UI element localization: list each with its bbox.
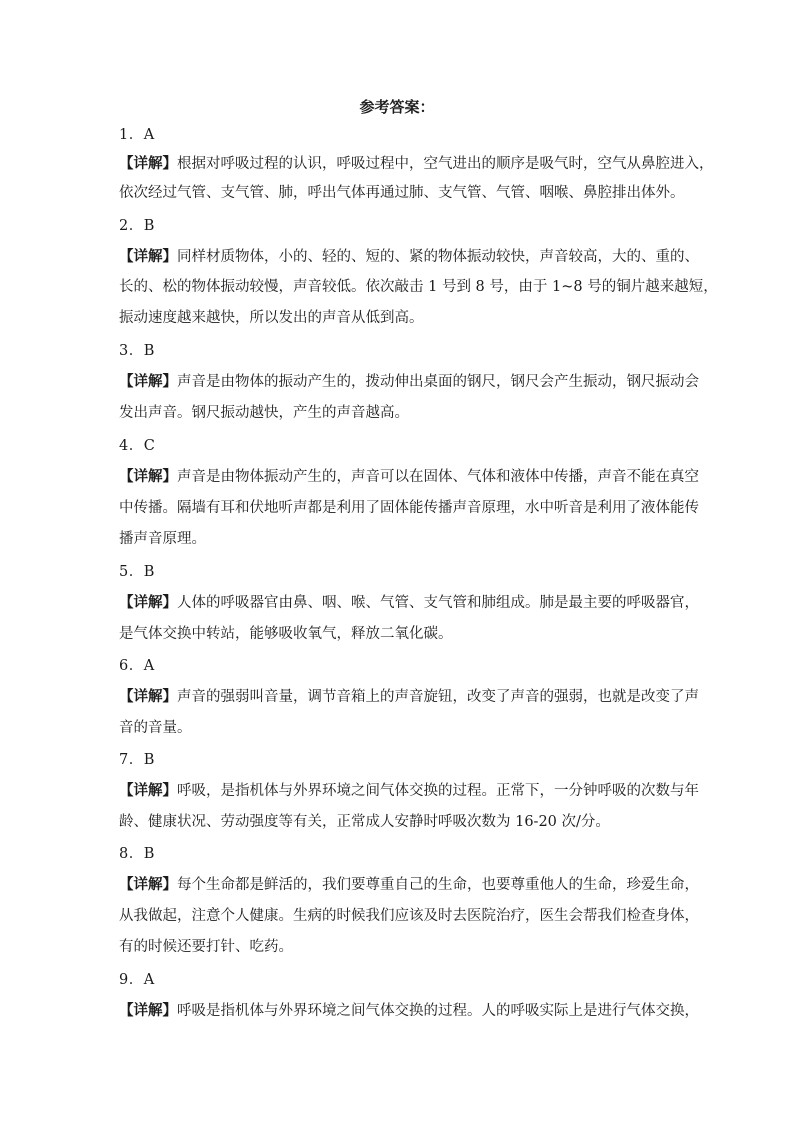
answer-number: 6．A xyxy=(119,658,155,674)
explanation-line: 龄、健康状况、劳动强度等有关，正常成人安静时呼吸次数为 16-20 次/分。 xyxy=(119,814,610,830)
explanation-text: 每个生命都是鲜活的，我们要尊重自己的生命，也要尊重他人的生命，珍爱生命， xyxy=(177,877,699,893)
explanation-line xyxy=(119,592,699,614)
explanation-line xyxy=(119,466,699,488)
explanation-tag: 【详解】 xyxy=(119,688,177,705)
explanation-line xyxy=(119,153,714,175)
answer-number: 3．B xyxy=(119,343,155,359)
explanation-line xyxy=(119,780,699,802)
explanation-line xyxy=(119,874,699,896)
explanation-text: 呼吸，是指机体与外界环境之间气体交换的过程。正常下，一分钟呼吸的次数与年 xyxy=(177,783,699,799)
explanation-tag: 【详解】 xyxy=(119,1002,177,1019)
explanation-line xyxy=(119,246,699,268)
explanation-text: 根据对呼吸过程的认识，呼吸过程中，空气进出的顺序是吸气时，空气从鼻腔进入， xyxy=(177,156,714,172)
explanation-line xyxy=(119,686,699,708)
answer-number: 1．A xyxy=(119,127,155,143)
explanation-text: 同样材质物体，小的、轻的、短的、紧的物体振动较快，声音较高，大的、重的、 xyxy=(177,249,699,265)
explanation-line: 是气体交换中转站，能够吸收氧气，释放二氧化碳。 xyxy=(119,626,453,642)
explanation-line: 播声音原理。 xyxy=(119,531,206,547)
answer-number: 9．A xyxy=(119,972,155,988)
answer-number: 5．B xyxy=(119,564,155,580)
explanation-line: 长的、松的物体振动较慢，声音较低。依次敲击 1 号到 8 号，由于 1~8 号的铜片越来越短， xyxy=(119,279,718,295)
explanation-line: 中传播。隔墙有耳和伏地听声都是利用了固体能传播声音原理，水中听音是利用了液体能传 xyxy=(119,500,699,516)
explanation-tag: 【详解】 xyxy=(119,155,177,172)
explanation-tag: 【详解】 xyxy=(119,876,177,893)
explanation-text: 人体的呼吸器官由鼻、咽、喉、气管、支气管和肺组成。肺是最主要的呼吸器官， xyxy=(177,595,699,611)
answer-number: 4．C xyxy=(119,438,156,454)
explanation-text: 呼吸是指机体与外界环境之间气体交换的过程。人的呼吸实际上是进行气体交换， xyxy=(177,1003,699,1019)
explanation-line: 振动速度越来越快，所以发出的声音从低到高。 xyxy=(119,310,424,326)
page-title: 参考答案： xyxy=(359,98,435,116)
explanation-line xyxy=(119,1000,699,1022)
explanation-line: 有的时候还要打针、吃药。 xyxy=(119,939,293,955)
explanation-tag: 【详解】 xyxy=(119,468,177,485)
explanation-text: 声音是由物体振动产生的，声音可以在固体、气体和液体中传播，声音不能在真空 xyxy=(177,469,699,485)
answer-number: 7．B xyxy=(119,752,155,768)
explanation-tag: 【详解】 xyxy=(119,782,177,799)
explanation-tag: 【详解】 xyxy=(119,248,177,265)
explanation-tag: 【详解】 xyxy=(119,373,177,390)
explanation-line: 从我做起，注意个人健康。生病的时候我们应该及时去医院治疗，医生会帮我们检查身体， xyxy=(119,908,699,924)
explanation-tag: 【详解】 xyxy=(119,594,177,611)
answer-number: 2．B xyxy=(119,218,155,234)
explanation-text: 声音的强弱叫音量，调节音箱上的声音旋钮，改变了声音的强弱，也就是改变了声 xyxy=(177,689,699,705)
explanation-line: 发出声音。钢尺振动越快，产生的声音越高。 xyxy=(119,405,409,421)
explanation-line xyxy=(119,371,699,393)
explanation-text: 声音是由物体的振动产生的，拨动伸出桌面的钢尺，钢尺会产生振动，钢尺振动会 xyxy=(177,374,699,390)
explanation-line: 音的音量。 xyxy=(119,720,192,736)
explanation-line: 依次经过气管、支气管、肺，呼出气体再通过肺、支气管、气管、咽喉、鼻腔排出体外。 xyxy=(119,185,685,201)
answer-number: 8．B xyxy=(119,846,155,862)
